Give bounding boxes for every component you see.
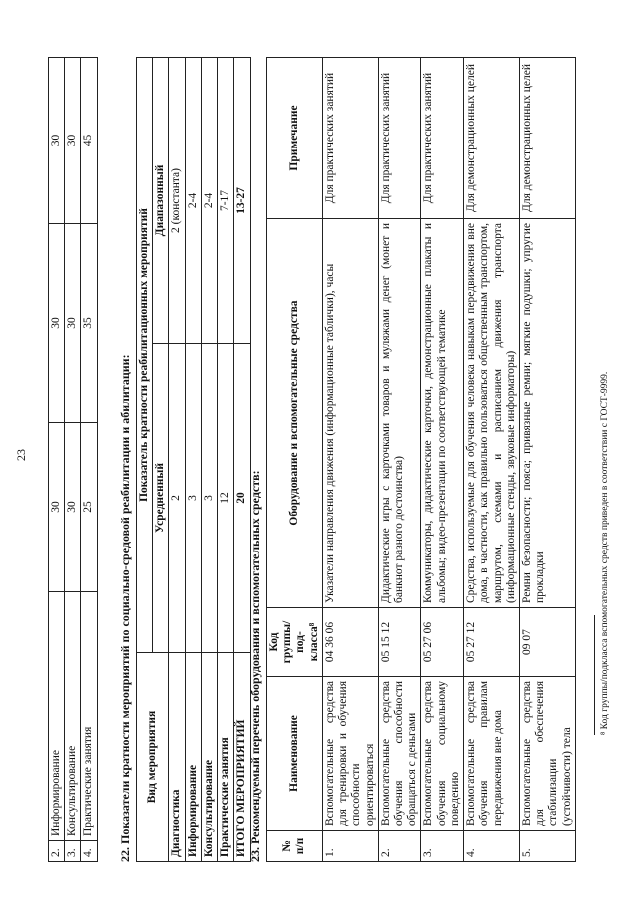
- row-name: Информирование: [185, 653, 201, 862]
- column-header-note: Примечание: [267, 58, 323, 219]
- row-average: 3: [185, 344, 201, 653]
- footnote: ⁸ Код группы/подкласса вспомогательных средств приведен в соответствии с ГОСТ-9999.: [600, 371, 610, 735]
- row-note: Для практических занятий: [322, 58, 378, 219]
- column-header-range: Диапазонный: [153, 58, 169, 344]
- table-row: [201, 58, 217, 862]
- row-equipment: Коммуникаторы, дидактические карточки, демонстрационные плакаты и альбомы; видео-презентации по соответствующей тематике: [421, 219, 464, 608]
- row-name: Информирование: [49, 592, 65, 841]
- row-value: 30: [65, 224, 81, 423]
- row-value: 30: [65, 423, 81, 592]
- row-number: 1.: [322, 831, 378, 862]
- row-name: Вспомогательные средства обучения способности обращаться с деньгами: [378, 677, 421, 831]
- section-22-heading: 22. Показатели кратности мероприятий по социально-средовой реабилитации и абилитации:: [118, 354, 132, 862]
- row-number: 4.: [464, 831, 520, 862]
- row-equipment: Указатели направления движения (информационные таблички), часы: [322, 219, 378, 608]
- row-note: Для практических занятий: [421, 58, 464, 219]
- table-row: [185, 58, 201, 862]
- total-name: ИТОГО МЕРОПРИЯТИЙ: [234, 653, 250, 862]
- continuation-table: [48, 57, 98, 862]
- table-row: [65, 58, 81, 862]
- column-header-indicator: Показатель кратности реабилитационных мероприятий: [137, 58, 153, 653]
- row-code: 04 36 06: [322, 608, 378, 677]
- row-name: Практические занятия: [218, 653, 234, 862]
- column-header-equipment: Оборудование и вспомогательные средства: [267, 219, 323, 608]
- row-number: 3.: [421, 831, 464, 862]
- row-number: 2.: [378, 831, 421, 862]
- row-value: 30: [49, 423, 65, 592]
- table-row: [49, 58, 65, 862]
- table-row: [169, 58, 185, 862]
- row-name: Вспомогательные средства для обеспечения стабилизации (устойчивости) тела: [519, 677, 575, 831]
- table-row: [322, 58, 378, 862]
- row-range: 2-4: [185, 58, 201, 344]
- row-equipment: Дидактические игры с карточками товаров и муляжами денег (монет и банкнот разного достоинства): [378, 219, 421, 608]
- row-code: 05 27 12: [464, 608, 520, 677]
- total-average: 20: [234, 344, 250, 653]
- table-row: [218, 58, 234, 862]
- row-average: 3: [201, 344, 217, 653]
- row-range: 2-4: [201, 58, 217, 344]
- row-value: 45: [81, 58, 97, 224]
- row-average: 12: [218, 344, 234, 653]
- row-value: 30: [65, 58, 81, 224]
- row-code: 09 07: [519, 608, 575, 677]
- column-header-average: Усредненный: [153, 344, 169, 653]
- row-equipment: Ремни безопасности; пояса; привязные ремни; мягкие подушки; упругие прокладки: [519, 219, 575, 608]
- row-name: Консультирование: [201, 653, 217, 862]
- footnote-separator: [594, 615, 595, 735]
- row-range: 2 (константа): [169, 58, 185, 344]
- column-header-kind: Вид мероприятия: [137, 653, 169, 862]
- row-range: 7-17: [218, 58, 234, 344]
- row-number: 5.: [519, 831, 575, 862]
- section-22-table: [136, 57, 251, 862]
- row-average: 2: [169, 344, 185, 653]
- row-number: 3.: [65, 841, 81, 862]
- section-23-table: [266, 57, 576, 862]
- row-name: Вспомогательные средства обучения социальному поведению: [421, 677, 464, 831]
- table-row: [81, 58, 97, 862]
- table-row: [519, 58, 575, 862]
- row-value: 30: [49, 224, 65, 423]
- row-number: 2.: [49, 841, 65, 862]
- row-note: Для демонстрационных целей: [464, 58, 520, 219]
- table-row: [464, 58, 520, 862]
- row-name: Консультирование: [65, 592, 81, 841]
- row-value: 30: [49, 58, 65, 224]
- column-header-number: № п/п: [267, 831, 323, 862]
- table-row: [378, 58, 421, 862]
- row-name: Вспомогательные средства обучения правилам передвижения вне дома: [464, 677, 520, 831]
- row-number: 4.: [81, 841, 97, 862]
- column-header-code: Код группы/под-класса⁸: [267, 608, 323, 677]
- table-row: [421, 58, 464, 862]
- row-note: Для практических занятий: [378, 58, 421, 219]
- row-note: Для демонстрационных целей: [519, 58, 575, 219]
- row-code: 05 27 06: [421, 608, 464, 677]
- column-header-name: Наименование: [267, 677, 323, 831]
- page-number: 23: [14, 449, 28, 461]
- total-range: 13-27: [234, 58, 250, 344]
- row-code: 05 15 12: [378, 608, 421, 677]
- row-name: Вспомогательные средства для тренировки и обучения способности ориентироваться: [322, 677, 378, 831]
- section-23-heading: 23. Рекомендуемый перечень оборудования и вспомогательных средств:: [248, 470, 262, 862]
- row-name: Практические занятия: [81, 592, 97, 841]
- row-name: Диагностика: [169, 653, 185, 862]
- row-value: 25: [81, 423, 97, 592]
- row-equipment: Средства, используемые для обучения человека навыкам передвижения вне дома, в частности, как правильно пользоваться общественным транспортом, маршрутом, схемами и расписанием движения транспорта (информационные стенды, звуковые информаторы): [464, 219, 520, 608]
- row-value: 35: [81, 224, 97, 423]
